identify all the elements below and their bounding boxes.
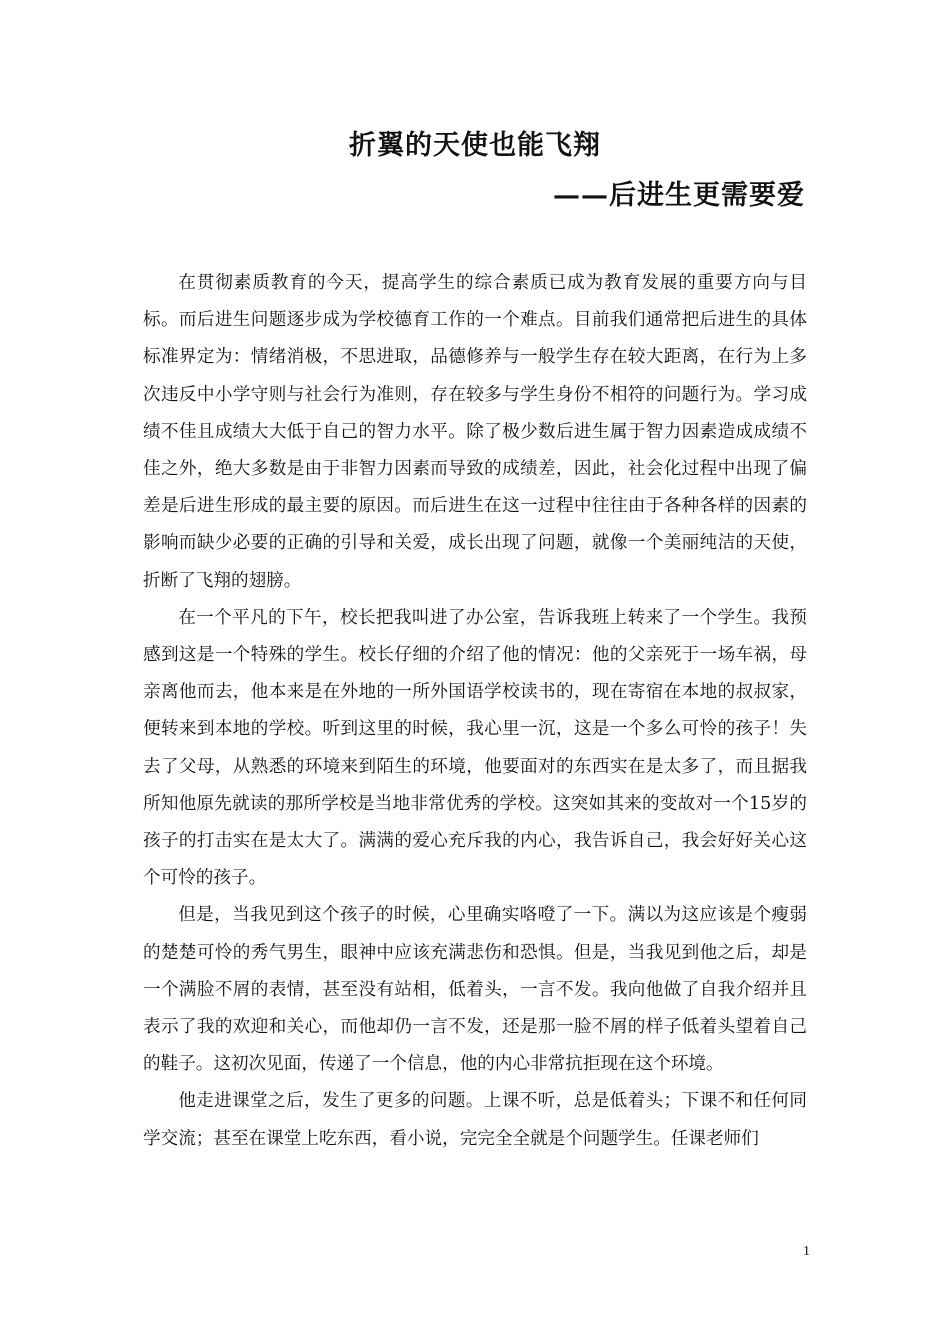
paragraph-4: 他走进课堂之后，发生了更多的问题。上课不听，总是低着头；下课不和任何同学交流；甚至在课堂上吃东西，看小说，完完全全就是个问题学生。任课老师们 [143,1091,807,1149]
paragraph-3: 但是，当我见到这个孩子的时候，心里确实咯噔了一下。满以为这应该是个瘦弱的楚楚可怜的秀气男生，眼神中应该充满悲伤和恐惧。但是，当我见到他之后，却是一个满脸不屑的表情，甚至没有站相，低着头，一言不发。我向他做了自我介绍并且表示了我的欢迎和关心，而他却仍一言不发，还是那一脸不屑的样子低着头望着自己的鞋子。这初次见面，传递了一个信息，他的内心非常抗拒现在这个环境。 [143,905,807,1075]
document-subtitle: ——后进生更需要爱 [553,180,805,211]
document-body [143,265,807,1158]
paragraph-2: 在一个平凡的下午，校长把我叫进了办公室，告诉我班上转来了一个学生。我预感到这是一个特殊的学生。校长仔细的介绍了他的情况：他的父亲死于一场车祸，母亲离他而去，他本来是在外地的一所外国语学校读书的，现在寄宿在本地的叔叔家，便转来到本地的学校。听到这里的时候，我心里一沉，这是一个多么可怜的孩子！失去了父母，从熟悉的环境来到陌生的环境，他要面对的东西实在是太多了，而且据我所知他原先就读的那所学校是当地非常优秀的学校。这突如其来的变故对一个15岁的孩子的打击实在是太大了。满满的爱心充斥我的内心，我告诉自己，我会好好关心这个可怜的孩子。 [143,607,807,889]
document-title: 折翼的天使也能飞翔 [349,130,601,161]
page-number: 1 [803,1244,810,1259]
paragraph-1: 在贯彻素质教育的今天，提高学生的综合素质已成为教育发展的重要方向与目标。而后进生问题逐步成为学校德育工作的一个难点。目前我们通常把后进生的具体标准界定为：情绪消极，不思进取，品德修养与一般学生存在较大距离，在行为上多次违反中小学守则与社会行为准则，存在较多与学生身份不相符的问题行为。学习成绩不佳且成绩大大低于自己的智力水平。除了极少数后进生属于智力因素造成成绩不佳之外，绝大多数是由于非智力因素而导致的成绩差，因此，社会化过程中出现了偏差是后进生形成的最主要的原因。而后进生在这一过程中往往由于各种各样的因素的影响而缺少必要的正确的引导和关爱，成长出现了问题，就像一个美丽纯洁的天使，折断了飞翔的翅膀。 [143,273,807,591]
